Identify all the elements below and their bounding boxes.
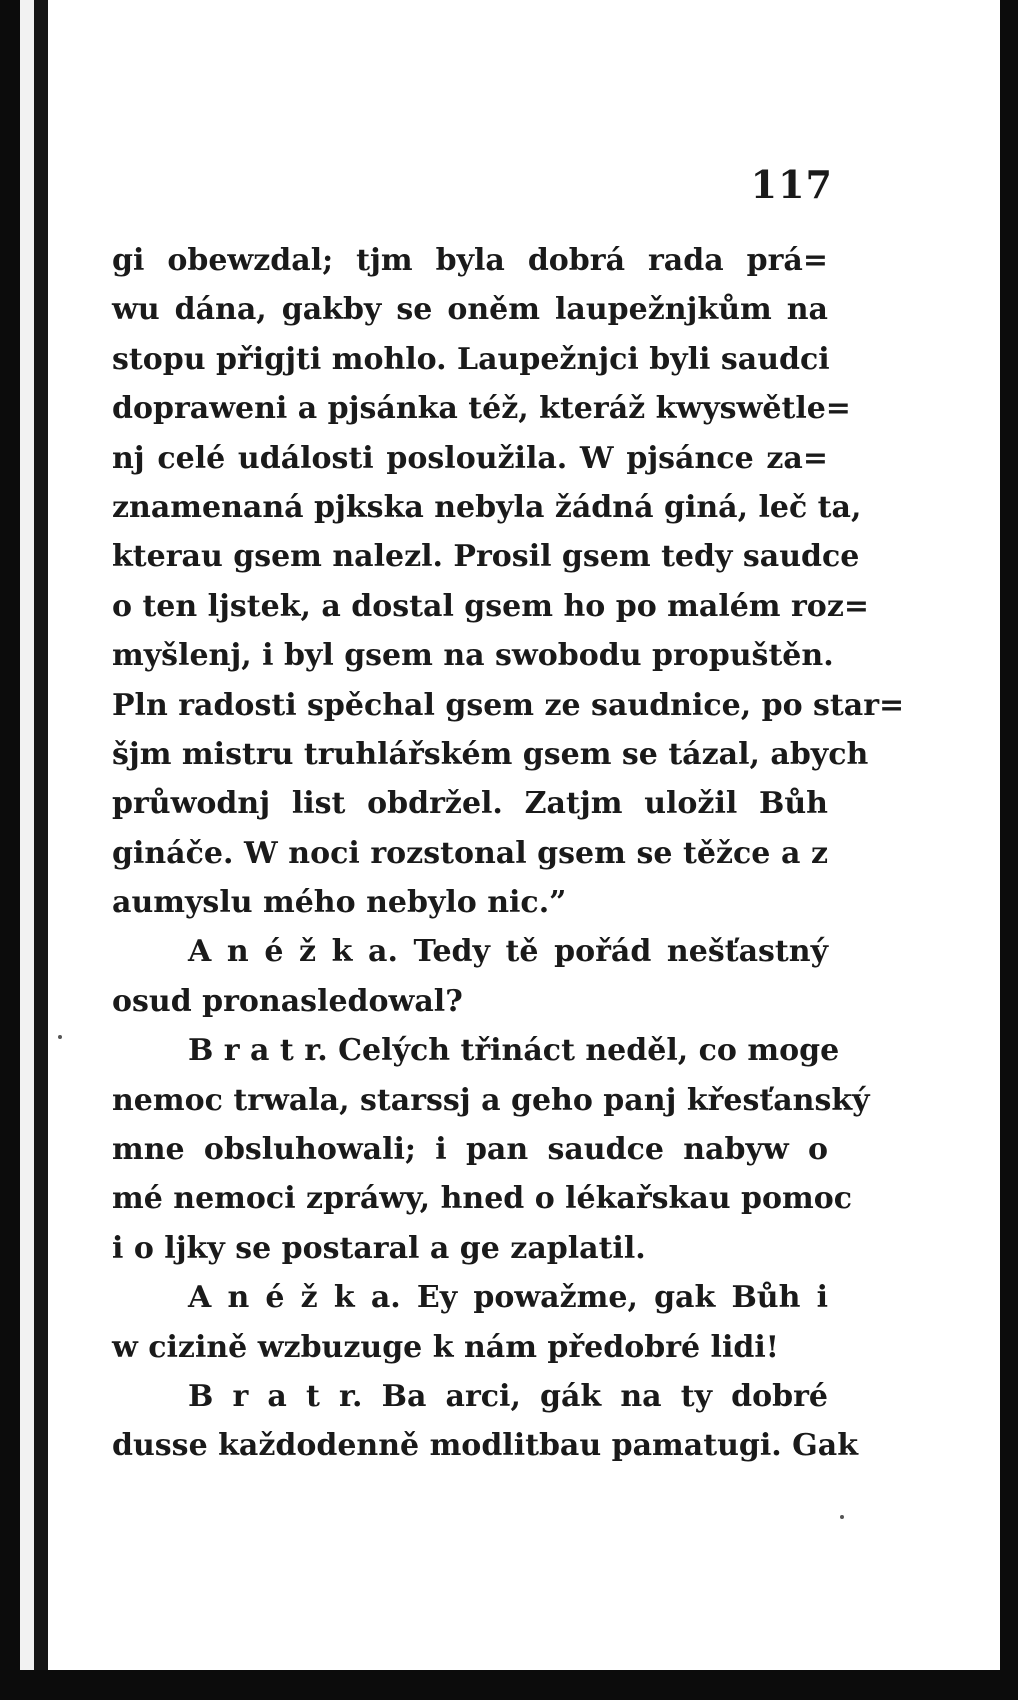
text-line: wu dána, gakby se oněm laupežnjkům na xyxy=(112,292,828,328)
text-line: i o ljky se postaral a ge zaplatil. xyxy=(112,1230,646,1266)
text-line: stopu přigjti mohlo. Laupežnjci byli saudci xyxy=(112,341,830,377)
text-line: aumyslu mého nebylo nic.” xyxy=(112,885,567,921)
text-line: o ten ljstek, a dostal gsem ho po malém roz= xyxy=(112,588,869,624)
body-text xyxy=(112,236,905,1471)
text-line: osud pronasledowal? xyxy=(112,983,463,1019)
text-line: dopraweni a pjsánka též, kteráž kwyswětle= xyxy=(112,391,851,427)
scan-speck xyxy=(58,1035,62,1039)
text-line: B r a t r. Celých třináct neděl, co moge xyxy=(188,1033,840,1069)
text-line: A n é ž k a. Tedy tě pořád nešťastný xyxy=(188,934,828,970)
text-line: Pln radosti spěchal gsem ze saudnice, po star= xyxy=(112,687,905,723)
text-line: gi obewzdal; tjm byla dobrá rada prá= xyxy=(112,243,828,278)
text-line: myšlenj, i byl gsem na swobodu propuštěn. xyxy=(112,638,834,674)
page-number: 117 xyxy=(750,162,833,207)
scan-right-edge xyxy=(1000,0,1018,1700)
text-line: šjm mistru truhlářském gsem se tázal, abych xyxy=(112,736,869,772)
text-line: znamenaná pjkska nebyla žádná giná, leč ta, xyxy=(112,489,862,525)
text-line: nemoc trwala, starssj a geho panj křesťanský xyxy=(112,1082,870,1118)
scan-bottom-edge xyxy=(0,1670,1018,1700)
text-line: průwodnj list obdržel. Zatjm uložil Bůh xyxy=(112,786,828,822)
scan-left-gutter xyxy=(20,0,34,1700)
text-line: gináče. W noci rozstonal gsem se těžce a z xyxy=(112,835,828,871)
text-line: w cizině wzbuzuge k nám předobré lidi! xyxy=(112,1329,779,1365)
text-line: A n é ž k a. Ey powažme, gak Bůh i xyxy=(188,1280,828,1316)
text-line: mé nemoci zpráwy, hned o lékařskau pomoc xyxy=(112,1181,853,1217)
text-line: B r a t r. Ba arci, gák na ty dobré xyxy=(188,1378,828,1414)
text-line: nj celé události posloužila. W pjsánce za= xyxy=(112,440,828,476)
scan-speck xyxy=(840,1515,844,1519)
text-line: kterau gsem nalezl. Prosil gsem tedy saudce xyxy=(112,539,860,575)
text-line: mne obsluhowali; i pan saudce nabyw o xyxy=(112,1132,828,1168)
scan-left-rule xyxy=(34,0,48,1700)
text-line: dusse každodenně modlitbau pamatugi. Gak xyxy=(112,1428,858,1464)
scan-left-edge xyxy=(0,0,20,1700)
